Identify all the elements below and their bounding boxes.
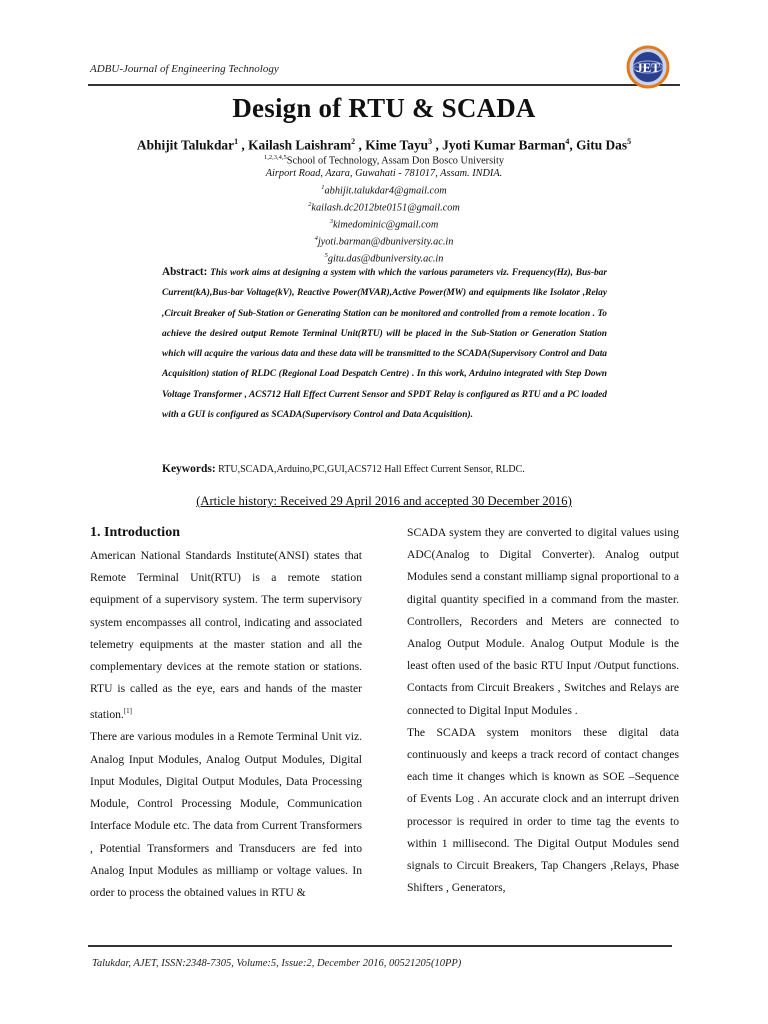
page-footer: Talukdar, AJET, ISSN:2348-7305, Volume:5, Issue:2, December 2016, 00521205(10PP): [92, 958, 462, 969]
email-line: $^2$kailash.dc2012bte0151@gmail.com: [308, 201, 460, 214]
author-list: Abhijit Talukdar$^1$ , Kailash Laishram$^2$ , Kime Tayu$^3$ , Jyoti Kumar Barman$^4$, Gitu Das$^5$: [136, 137, 632, 153]
affiliation: $^{1,2,3,4,5}$School of Technology, Assam Don Bosco University: [264, 154, 504, 167]
journal-logo: [626, 45, 670, 89]
paragraph: The SCADA system monitors these digital data continuously and keeps a track record of contact changes each time it changes which is known as SOE –Sequence of Events Log . An accurate clock and an interrupt driven processor is required in order to time tag the events to within 1 millisecond. The Digital Output Modules send signals to Circuit Breakers, Tap Changers ,Relays, Phase Shifters , Generators,: [407, 725, 679, 895]
citation-ref: [1]: [123, 707, 132, 716]
paragraph: American National Standards Institute(ANSI) states that Remote Terminal Unit(RTU) is a remote station equipment of a supervisory system. The term supervisory system encompasses all control, indicating and associated telemetry equipments at the master station and all the complementary devices at the remote station or stations. RTU is called as the eye, ears and hands of the master station.[1]: [90, 549, 362, 722]
abstract-label: Abstract:: [162, 266, 208, 278]
author-name: Kailash Laishram: [248, 137, 352, 153]
header-rule: [88, 84, 680, 86]
journal-header: ADBU-Journal of Engineering Technology: [90, 63, 279, 75]
logo-text: JET: [636, 60, 660, 75]
section-heading: 1. Introduction: [90, 525, 180, 540]
left-column: [90, 545, 362, 904]
author-name: Abhijit Talukdar: [136, 137, 235, 153]
keywords-label: Keywords:: [162, 463, 216, 475]
keywords: [162, 463, 622, 475]
article-history: (Article history: Received 29 April 2016 and accepted 30 December 2016): [196, 494, 572, 508]
email-list: [0, 181, 768, 266]
abstract-text: This work aims at designing a system with which the various parameters viz. Frequency(Hz), Bus-bar Current(kA),Bus-bar Voltage(kV), Reactive Power(MVAR),Active Power(MW) and equipments like Isolator ,Relay ,Circuit Breaker of Sub-Station or Generating Station can be monitored and controlled from a remote location . To achieve the desired output Remote Terminal Unit(RTU) will be placed in the Sub-Station or Generation Station which will acquire the various data and these data will be transmitted to the SCADA(Supervisory Control and Data Acquisition) station of RLDC (Regional Load Despatch Centre) . In this work, Arduino integrated with Step Down Voltage Transformer , ACS712 Hall Effect Current Sensor and SPDT Relay is configured as RTU and a PC loaded with a GUI is configured as SCADA(Supervisory Control and Data Acquisition).: [162, 268, 607, 421]
keywords-text: RTU,SCADA,Arduino,PC,GUI,ACS712 Hall Effect Current Sensor, RLDC.: [218, 464, 525, 475]
author-name: Jyoti Kumar Barman: [442, 137, 566, 153]
paragraph: There are various modules in a Remote Terminal Unit viz. Analog Input Modules, Analog Output Modules, Digital Input Modules, Digital Output Modules, Data Processing Module, Control Processing Module, Communication Interface Module etc. The data from Current Transformers , Potential Transformers and Transducers are fed into Analog Input Modules as milliamp or voltage values. In order to process the obtained values in RTU &: [90, 730, 362, 899]
paper-title: Design of RTU & SCADA: [232, 93, 536, 123]
paragraph: SCADA system they are converted to digital values using ADC(Analog to Digital Converter). Analog output Modules send a constant milliamp signal proportional to a digital quantity specified in a command from the master. Controllers, Recorders and Meters are connected to Analog Output Module. Analog Output Module is the least often used of the basic RTU Input /Output functions. Contacts from Circuit Breakers , Switches and Relays are connected to Digital Input Modules .: [407, 526, 679, 717]
author-name: Kime Tayu: [365, 137, 429, 153]
author-name: Gitu Das: [576, 137, 628, 153]
abstract: [162, 262, 607, 425]
email-line: $^5$gitu.das@dbuniversity.ac.in: [324, 252, 444, 265]
affiliation-address: Airport Road, Azara, Guwahati - 781017, Assam. INDIA.: [265, 168, 503, 179]
email-line: $^4$jyoti.barman@dbuniversity.ac.in: [314, 235, 454, 248]
email-line: $^3$kimedominic@gmail.com: [329, 218, 439, 231]
footer-rule: [88, 945, 672, 947]
email-line: $^1$abhijit.talukdar4@gmail.com: [321, 184, 447, 197]
right-column: [407, 522, 679, 899]
